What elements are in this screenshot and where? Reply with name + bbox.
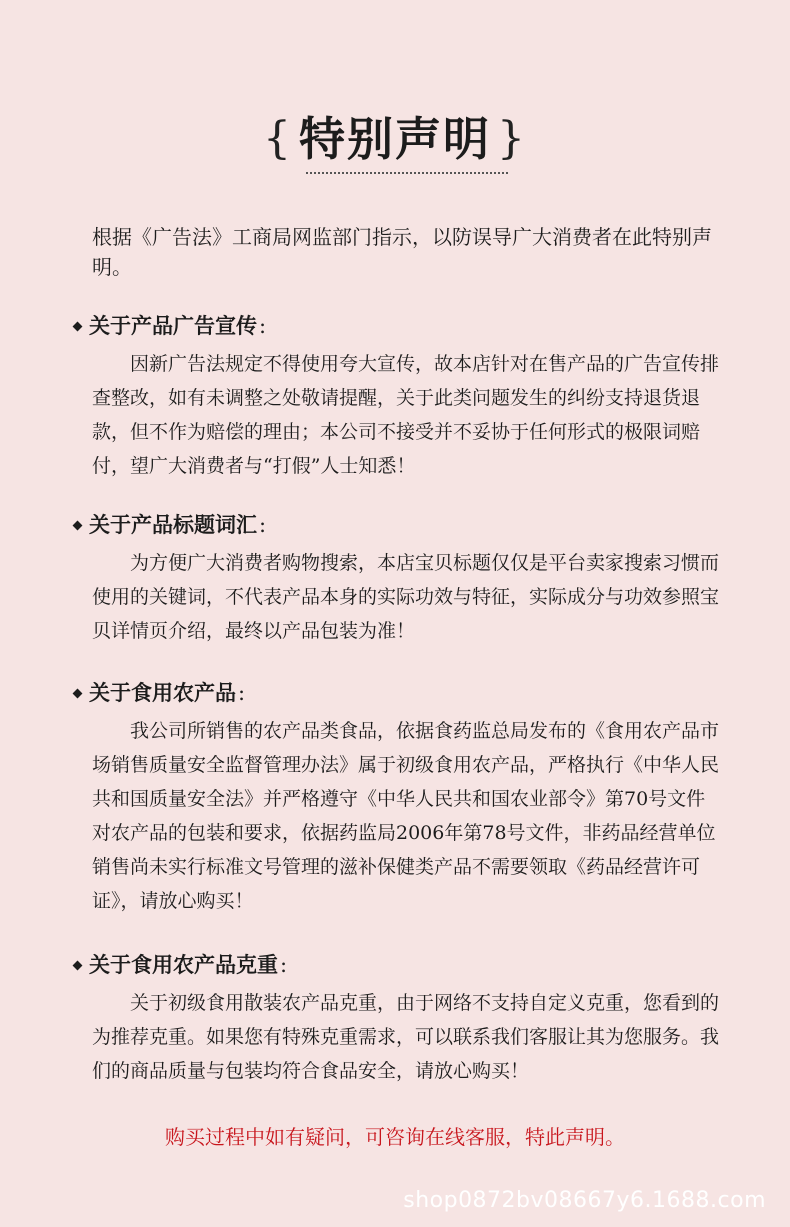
shop-watermark: shop0872bv08667y6.1688.com [403,1188,766,1213]
diamond-bullet-icon [73,321,83,331]
section-heading-text: 关于产品广告宣传 [89,313,257,338]
final-note: 购买过程中如有疑问，可咨询在线客服，特此声明。 [165,1125,625,1149]
section-body: 我公司所销售的农产品类食品，依据食药监总局发布的《食用农产品市场销售质量安全监督管理办法》属于初级食用农产品，严格执行《中华人民共和国质量安全法》并严格遵守《中华人民共和国农业部令》第70号文件对农产品的包装和要求，依据药监局2006年第78号文件，非药品经营单位销售尚未实行标准文号管理的滋补保健类产品不需要领取《药品经营许可证》，请放心购买！ [92,720,720,912]
section-heading [72,950,742,980]
section-edible-agricultural-products [72,678,742,918]
section-heading-text: 关于食用农产品 [89,680,236,705]
section-body: 因新广告法规定不得使用夸大宣传，故本店针对在售产品的广告宣传排查整改，如有未调整之处敬请提醒，关于此类问题发生的纠纷支持退货退款，但不作为赔偿的理由；本公司不接受并不妥协于任何形式的极限词赔付，望广大消费者与“打假”人士知悉！ [92,353,720,477]
diamond-bullet-icon [73,960,83,970]
section-heading-colon: : [259,314,267,338]
diamond-bullet-icon [73,688,83,698]
section-heading-colon: : [259,513,267,537]
section-heading [72,311,742,341]
section-heading [72,510,742,540]
intro-paragraph: 根据《广告法》工商局网监部门指示，以防误导广大消费者在此特别声明。 [92,225,712,279]
left-brace: { [263,113,293,164]
diamond-bullet-icon [73,520,83,530]
right-brace: } [497,113,527,164]
section-body: 为方便广大消费者购物搜索，本店宝贝标题仅仅是平台卖家搜索习惯而使用的关键词，不代表产品本身的实际功效与特征，实际成分与功效参照宝贝详情页介绍，最终以产品包装为准！ [92,552,720,642]
section-heading-colon: : [280,953,288,977]
section-body: 关于初级食用散装农产品克重，由于网络不支持自定义克重，您看到的为推荐克重。如果您有特殊克重需求，可以联系我们客服让其为您服务。我们的商品质量与包装均符合食品安全，请放心购买！ [92,992,720,1082]
section-product-title-terms [72,510,742,648]
section-heading-text: 关于产品标题词汇 [89,512,257,537]
title-block [0,108,790,170]
page-title-text: 特别声明 [299,112,491,166]
title-dotted-divider [306,172,508,174]
section-heading-text: 关于食用农产品克重 [89,952,278,977]
section-heading [72,678,742,708]
section-product-weight [72,950,742,1088]
section-product-advertising [72,311,742,483]
page-title [257,108,533,170]
section-heading-colon: : [238,681,246,705]
